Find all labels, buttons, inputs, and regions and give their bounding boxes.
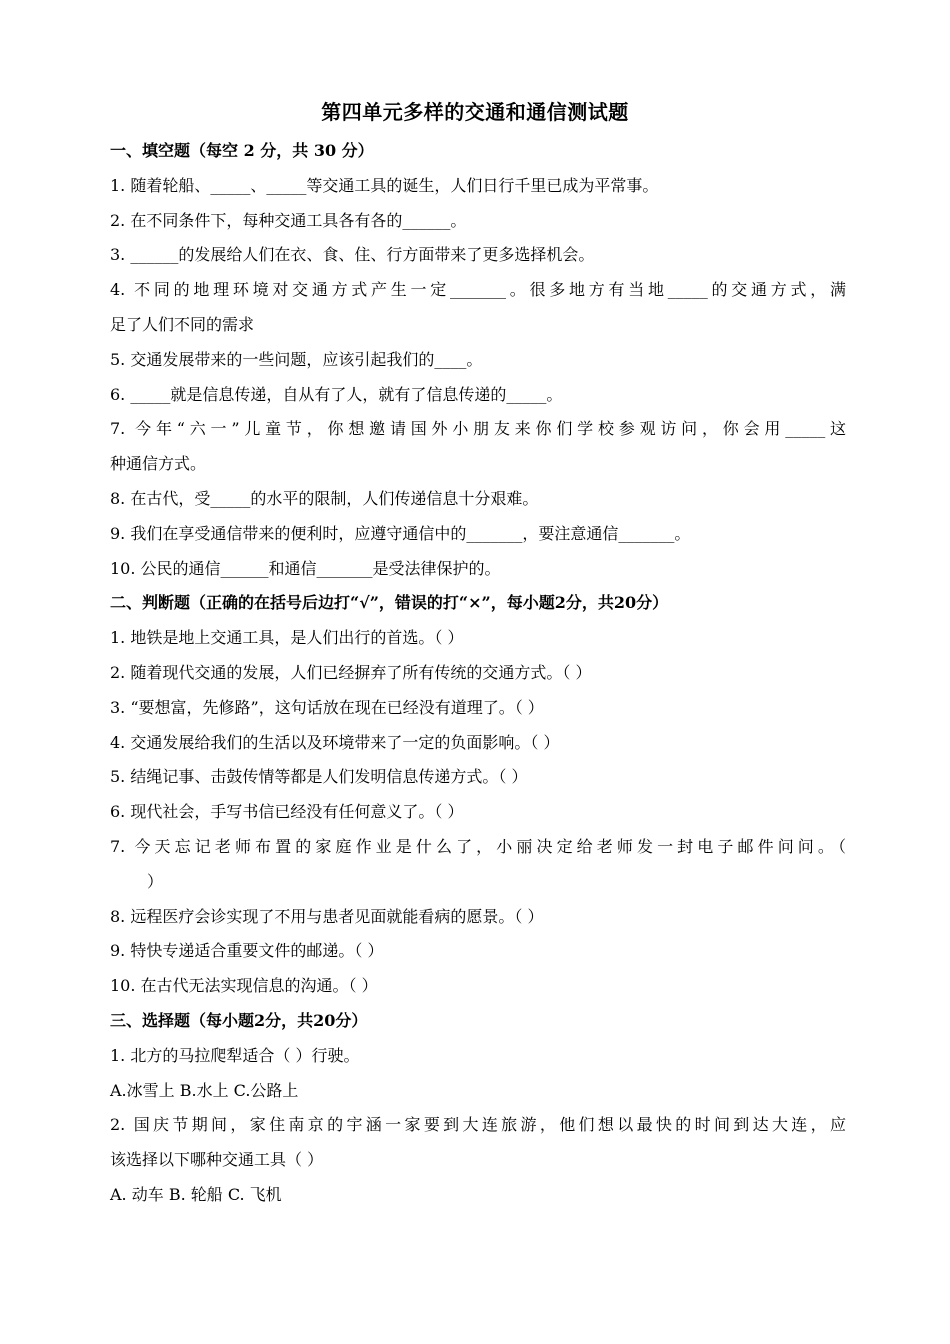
text-line: 5. 结绳记事、击鼓传情等都是人们发明信息传递方式。（ ） <box>110 767 528 787</box>
text-line: 3. ______的发展给人们在衣、食、住、行方面带来了更多选择机会。 <box>110 245 595 265</box>
text-line: 7. 今天忘记老师布置的家庭作业是什么了，小丽决定给老师发一封电子邮件问问。（ <box>110 836 846 856</box>
text-line: 10. 在古代无法实现信息的沟通。（ ） <box>110 976 378 996</box>
text-line: 9. 特快专递适合重要文件的邮递。（ ） <box>110 941 384 961</box>
text-line: 1. 随着轮船、_____、_____等交通工具的诞生，人们日行千里已成为平常事。 <box>110 175 659 195</box>
text-line: 种通信方式。 <box>110 454 207 474</box>
text-line: 5. 交通发展带来的一些问题，应该引起我们的____。 <box>110 349 483 369</box>
text-line: 2. 在不同条件下，每种交通工具各有各的______。 <box>110 210 467 230</box>
text-line: 该选择以下哪种交通工具（ ） <box>110 1150 324 1170</box>
text-line: 4. 交通发展给我们的生活以及环境带来了一定的负面影响。（ ） <box>110 732 560 752</box>
section-heading: 二、判断题（正确的在括号后边打“√”，错误的打“×”，每小题2分，共20分） <box>110 593 669 613</box>
text-line: 10. 公民的通信______和通信_______是受法律保护的。 <box>110 558 501 578</box>
text-line: 9. 我们在享受通信带来的便利时，应遵守通信中的_______，要注意通信_______。 <box>110 523 691 543</box>
text-line: 8. 在古代，受_____的水平的限制，人们传递信息十分艰难。 <box>110 488 539 508</box>
text-line: 3. “要想富，先修路”，这句话放在现在已经没有道理了。（ ） <box>110 697 544 717</box>
text-line: 足了人们不同的需求 <box>110 314 255 334</box>
text-line: 2. 随着现代交通的发展，人们已经摒弃了所有传统的交通方式。（ ） <box>110 662 592 682</box>
text-line: 7. 今年“六一”儿童节，你想邀请国外小朋友来你们学校参观访问，你会用_____这 <box>110 419 846 439</box>
text-line: 6. 现代社会，手写书信已经没有任何意义了。（ ） <box>110 802 464 822</box>
text-line: 1. 北方的马拉爬犁适合（ ）行驶。 <box>110 1045 360 1065</box>
document-title: 第四单元多样的交通和通信测试题 <box>321 100 629 124</box>
section-heading: 三、选择题（每小题2分，共20分） <box>110 1010 368 1030</box>
text-line: 2. 国庆节期间，家住南京的宇涵一家要到大连旅游，他们想以最快的时间到达大连，应 <box>110 1115 846 1135</box>
text-line: ） <box>147 871 164 891</box>
text-line: 6. _____就是信息传递，自从有了人，就有了信息传递的_____。 <box>110 384 563 404</box>
text-line: 1. 地铁是地上交通工具，是人们出行的首选。（ ） <box>110 628 464 648</box>
section-heading: 一、填空题（每空 2 分，共 30 分） <box>110 141 374 160</box>
text-line: 8. 远程医疗会诊实现了不用与患者见面就能看病的愿景。（ ） <box>110 906 544 926</box>
text-line: 4. 不同的地理环境对交通方式产生一定_______。很多地方有当地_____的交通方式，满 <box>110 280 846 300</box>
text-line: A. 动车 B. 轮船 C. 飞机 <box>110 1184 282 1204</box>
document-body <box>110 134 846 1213</box>
text-line: A.冰雪上 B.水上 C.公路上 <box>110 1080 299 1100</box>
